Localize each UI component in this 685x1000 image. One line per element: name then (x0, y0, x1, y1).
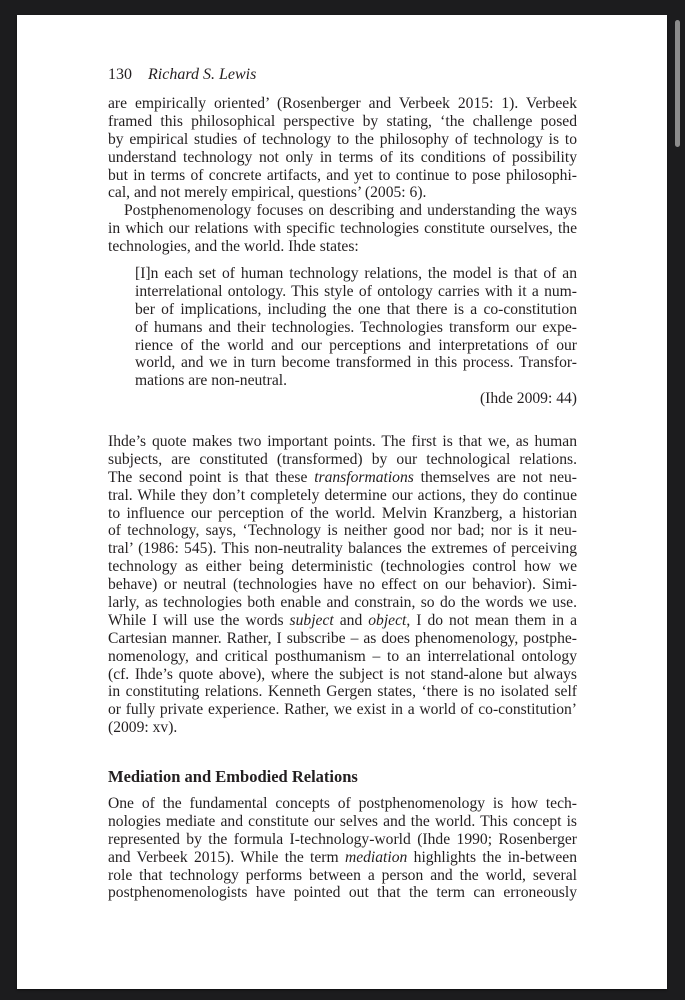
text-line: or fully private experience. Rather, we exist in a world of co-constitution’ (108, 701, 577, 719)
text-line: larly, as technologies both enable and constrain, so do the words we use. (108, 594, 577, 612)
text-line: Cartesian manner. Rather, I subscribe – as does phenomenology, postphe- (108, 629, 577, 647)
quote-line: rience of the world and our perceptions and interpretations of our (135, 336, 577, 354)
text-line: (2009: xv). (108, 719, 178, 737)
scrollbar-thumb[interactable] (675, 20, 680, 147)
text-line: While I will use the words subject and object, I do not mean them in a (108, 611, 578, 629)
quote-line: world, and we in turn become transformed in this process. Transfor- (135, 354, 577, 372)
text-line: understand technology not only in terms of its conditions of possibility (108, 148, 577, 166)
text-line: and Verbeek 2015). While the term mediation highlights the in-between (108, 848, 577, 866)
quote-line: ber of implications, including the one that there is a co-constitution (135, 300, 577, 318)
text-line: subjects, are constituted (transformed) by our technological relations. (108, 450, 577, 468)
text-line: Postphenomenology focuses on describing and understanding the ways (124, 202, 577, 220)
text-line: nomenology, and critical posthumanism – to an interrelational ontology (108, 647, 577, 665)
vertical-scrollbar[interactable] (672, 15, 683, 989)
quote-line: interrelational ontology. This style of ontology carries with it a num- (135, 282, 577, 300)
text-line: role that technology performs between a person and the world, several (108, 866, 577, 884)
text-line: technology as either being deterministic (technologies control how we (108, 558, 577, 576)
block-quote (135, 265, 577, 408)
emphasis: mediation (344, 848, 408, 866)
section-heading: Mediation and Embodied Relations (108, 767, 358, 786)
text-line: (cf. Ihde’s quote above), where the subject is not stand-alone but always (108, 665, 577, 683)
text-line: Ihde’s quote makes two important points. The first is that we, as human (108, 433, 577, 450)
text-line: framed this philosophical perspective by stating, ‘the challenge posed (108, 112, 577, 130)
emphasis: object (368, 611, 407, 629)
text-line: behave) or neutral (technologies have no effect on our behavior). Simi- (108, 576, 577, 594)
page-number: 130 (108, 66, 132, 83)
text-line: are empirically oriented’ (Rosenberger and Verbeek 2015: 1). Verbeek (108, 95, 577, 112)
text-line: nologies mediate and constitute our selves and the world. This concept is (108, 812, 577, 830)
paragraph-3 (108, 433, 577, 737)
text-line: cal, and not merely empirical, questions’ (2005: 6). (108, 184, 427, 202)
text-line: in constituting relations. Kenneth Gergen states, ‘there is no isolated self (108, 683, 577, 701)
text-line: by empirical studies of technology to the philosophy of technology is to (108, 130, 577, 148)
quote-citation: (Ihde 2009: 44) (479, 390, 577, 408)
text-line: tral. While they don’t completely determine our actions, they do continue (108, 486, 577, 504)
paragraph-2 (108, 202, 577, 256)
paragraph-4 (108, 795, 577, 902)
text-line: tral’ (1986: 545). This non-neutrality balances the extremes of perceiving (108, 540, 577, 558)
paragraph-1 (108, 95, 577, 202)
text-line: to influence our perception of the world. Melvin Kranzberg, a historian (108, 504, 577, 522)
emphasis: subject (289, 611, 334, 629)
text-line: but in terms of concrete artifacts, and yet to continue to pose philosophi- (108, 166, 577, 184)
running-header (108, 66, 256, 84)
text-line: represented by the formula I-technology-world (Ihde 1990; Rosenberger (108, 830, 577, 848)
text-line: The second point is that these transformations themselves are not neu- (108, 468, 577, 486)
quote-line: [I]n each set of human technology relations, the model is that of an (135, 265, 577, 282)
book-page (17, 15, 667, 989)
running-head-author: Richard S. Lewis (148, 66, 257, 83)
text-line: postphenomenologists have pointed out that the term can erroneously (108, 884, 577, 902)
text-line: One of the fundamental concepts of postphenomenology is how tech- (108, 795, 577, 812)
quote-line: of humans and their technologies. Technologies transform our expe- (135, 318, 577, 336)
emphasis: transformations (314, 468, 414, 486)
text-line: in which our relations with specific technologies constitute ourselves, the (108, 220, 577, 238)
quote-line: mations are non-neutral. (135, 372, 287, 390)
text-line: technologies, and the world. Ihde states: (108, 238, 359, 256)
text-line: of technology, says, ‘Technology is neither good nor bad; nor is it neu- (108, 522, 577, 540)
